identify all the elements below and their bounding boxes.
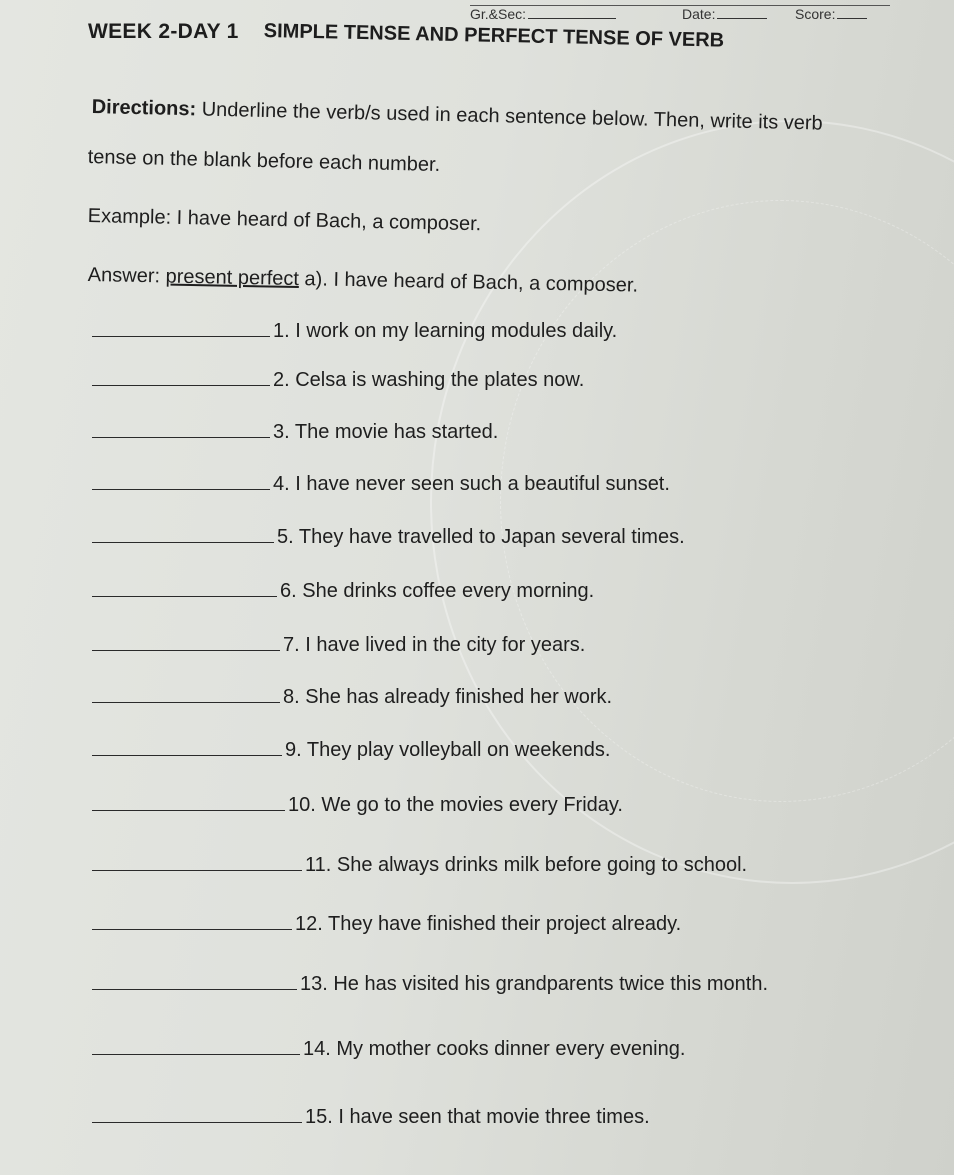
answer-blank[interactable] bbox=[92, 367, 270, 386]
example-sentence: Example: I have heard of Bach, a composer. bbox=[87, 205, 482, 236]
list-item bbox=[92, 578, 594, 603]
answer-blank[interactable] bbox=[92, 911, 292, 930]
answer-blank[interactable] bbox=[92, 852, 302, 871]
item-text: 9. They play volleyball on weekends. bbox=[285, 739, 611, 761]
answer-blank[interactable] bbox=[92, 792, 285, 811]
list-item bbox=[92, 367, 584, 392]
item-text: 12. They have finished their project already. bbox=[295, 913, 682, 935]
directions-label: Directions: bbox=[91, 96, 197, 121]
list-item bbox=[92, 911, 681, 936]
week-label: WEEK 2-DAY 1 bbox=[88, 20, 239, 43]
list-item bbox=[92, 1104, 650, 1129]
item-text: 6. She drinks coffee every morning. bbox=[280, 580, 595, 602]
directions-line-2: tense on the blank before each number. bbox=[87, 146, 441, 176]
list-item bbox=[92, 471, 670, 496]
answer-tense: present perfect bbox=[165, 265, 300, 291]
item-text: 10. We go to the movies every Friday. bbox=[288, 794, 623, 816]
worksheet-title: SIMPLE TENSE AND PERFECT TENSE OF VERB bbox=[263, 20, 725, 52]
item-text: 15. I have seen that movie three times. bbox=[305, 1106, 650, 1128]
answer-blank[interactable] bbox=[92, 419, 270, 438]
score-blank[interactable] bbox=[837, 6, 867, 19]
item-text: 2. Celsa is washing the plates now. bbox=[273, 369, 585, 391]
answer-blank[interactable] bbox=[92, 1036, 300, 1055]
list-item bbox=[92, 524, 685, 549]
item-text: 3. The movie has started. bbox=[273, 421, 499, 443]
date-field[interactable] bbox=[682, 6, 767, 22]
date-label: Date: bbox=[682, 6, 716, 22]
answer-blank[interactable] bbox=[92, 684, 280, 703]
answer-blank[interactable] bbox=[92, 578, 277, 597]
directions-line-1 bbox=[91, 96, 822, 136]
list-item bbox=[92, 632, 585, 657]
answer-blank[interactable] bbox=[92, 524, 274, 543]
answer-blank[interactable] bbox=[92, 318, 270, 337]
answer-blank[interactable] bbox=[92, 737, 282, 756]
answer-blank[interactable] bbox=[92, 632, 280, 651]
item-text: 5. They have travelled to Japan several times. bbox=[277, 526, 685, 548]
answer-label: Answer: bbox=[87, 264, 161, 288]
grade-section-field[interactable] bbox=[470, 6, 616, 22]
grade-section-blank[interactable] bbox=[528, 6, 616, 19]
item-text: 14. My mother cooks dinner every evening. bbox=[303, 1038, 686, 1060]
list-item bbox=[92, 792, 623, 817]
list-item bbox=[92, 684, 612, 709]
item-text: 1. I work on my learning modules daily. bbox=[273, 320, 618, 342]
date-blank[interactable] bbox=[717, 6, 767, 19]
answer-blank[interactable] bbox=[92, 471, 270, 490]
grade-section-label: Gr.&Sec: bbox=[470, 6, 527, 22]
answer-rest: a). I have heard of Bach, a composer. bbox=[304, 268, 639, 297]
score-label: Score: bbox=[795, 6, 836, 22]
list-item bbox=[92, 1036, 685, 1061]
score-field[interactable] bbox=[795, 6, 867, 22]
list-item bbox=[92, 737, 610, 762]
answer-blank[interactable] bbox=[92, 971, 297, 990]
item-text: 11. She always drinks milk before going to school. bbox=[305, 854, 748, 876]
item-text: 4. I have never seen such a beautiful sunset. bbox=[273, 473, 670, 495]
item-text: 7. I have lived in the city for years. bbox=[283, 634, 586, 656]
directions-text-1: Underline the verb/s used in each sentence below. Then, write its verb bbox=[201, 98, 823, 135]
list-item bbox=[92, 852, 747, 877]
answer-blank[interactable] bbox=[92, 1104, 302, 1123]
list-item bbox=[92, 318, 617, 343]
list-item bbox=[92, 971, 768, 996]
item-text: 13. He has visited his grandparents twice this month. bbox=[300, 973, 769, 995]
item-text: 8. She has already finished her work. bbox=[283, 686, 613, 708]
list-item bbox=[92, 419, 498, 444]
